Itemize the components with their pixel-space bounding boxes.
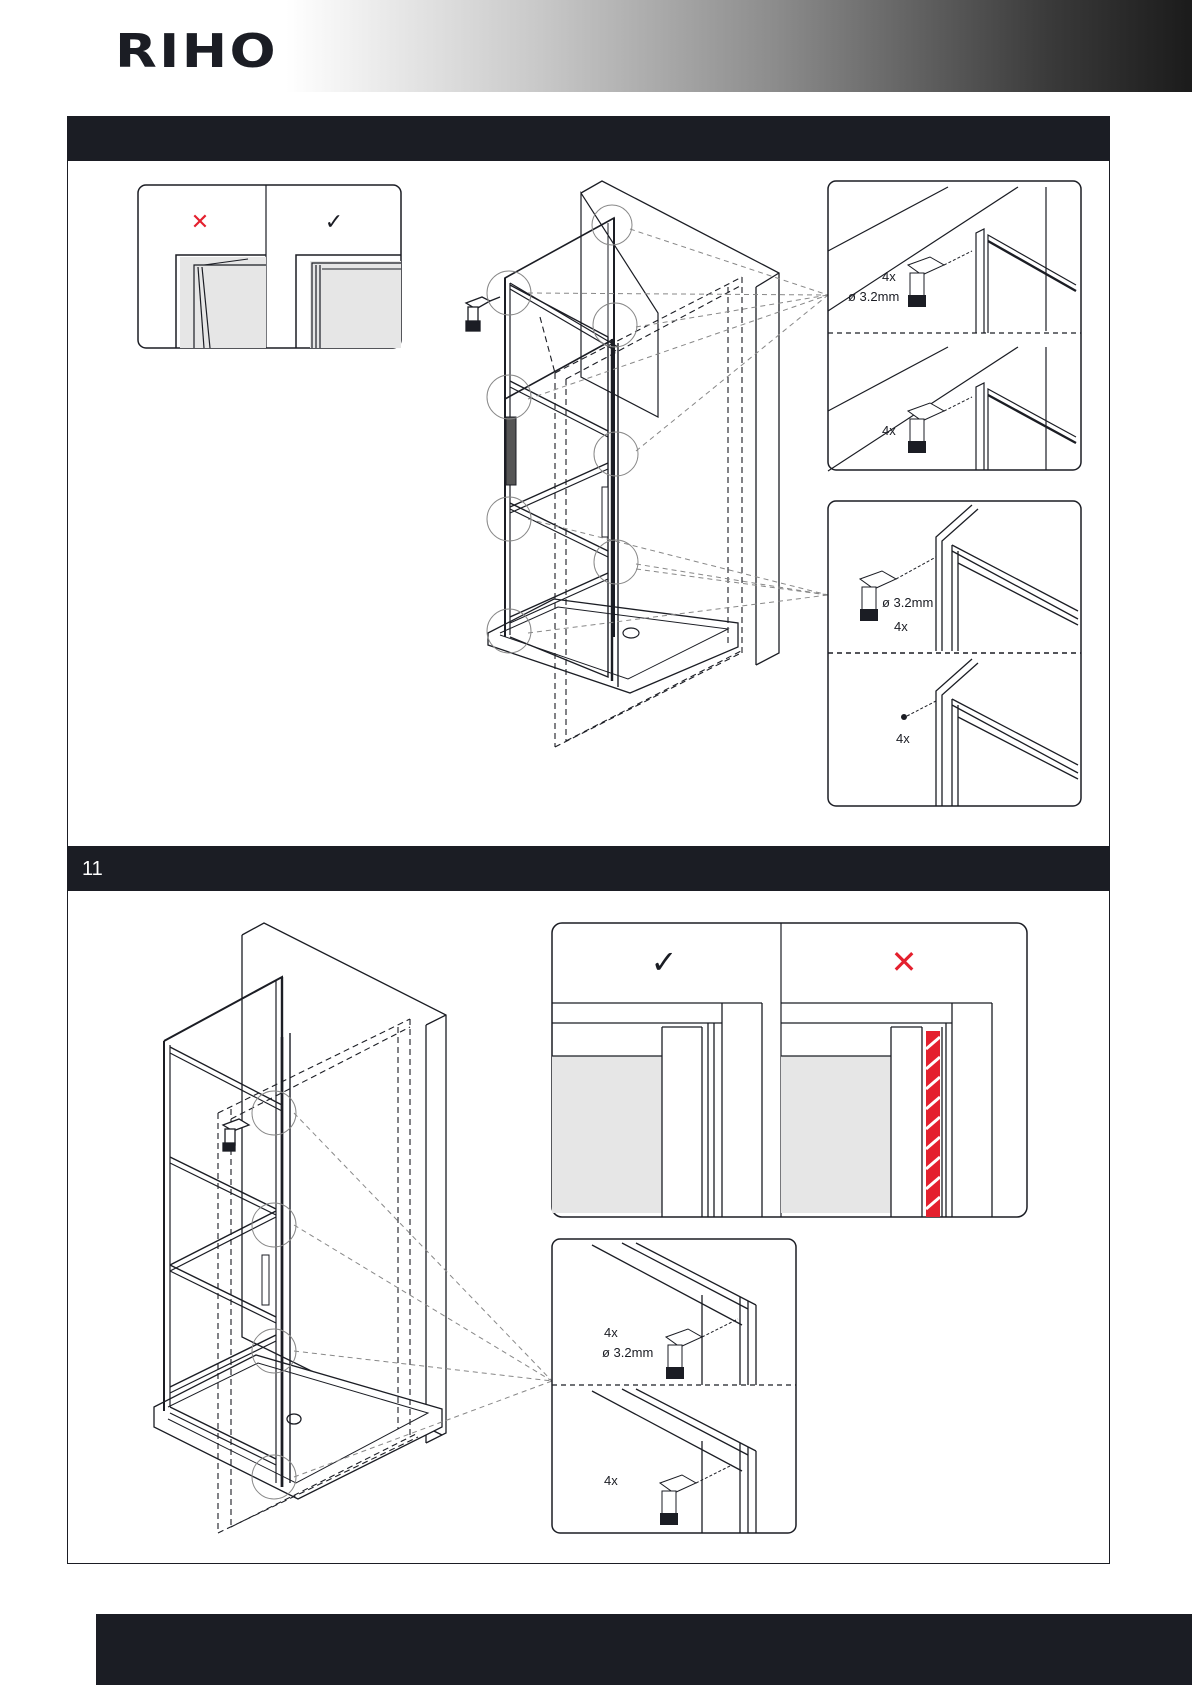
quantity-label: 4x (894, 619, 908, 634)
drill-size-label: ø 3.2mm (848, 289, 900, 304)
wrong-mark-icon: ✕ (190, 210, 210, 235)
step-11-compare-panel (552, 923, 1027, 1217)
step-11-illustration (68, 847, 1111, 1565)
step-10-illustration (68, 117, 1111, 848)
drill-size-label: ø 3.2mm (602, 1345, 654, 1360)
brand-logo: RIHO (115, 24, 279, 78)
drill-icon (466, 297, 500, 331)
quantity-label: 4x (604, 1473, 618, 1488)
drill-size-label: ø 3.2mm (882, 595, 934, 610)
footer-bar (96, 1614, 1192, 1685)
quantity-label: 4x (604, 1325, 618, 1340)
step-10-section (67, 116, 1110, 847)
step-11-number: 11 (82, 858, 103, 880)
step-11-cabin-drawing (154, 923, 552, 1533)
step-11-detail (552, 1239, 796, 1533)
step-10-detail-top (828, 181, 1081, 471)
quantity-label: 4x (882, 269, 896, 284)
step-11-section (67, 846, 1110, 1564)
drill-icon (223, 1119, 249, 1151)
step-10-compare-panel (138, 185, 401, 348)
quantity-label: 4x (896, 731, 910, 746)
gap-warning-stripe (926, 1031, 940, 1217)
right-mark-icon: ✓ (650, 943, 678, 981)
right-mark-icon: ✓ (324, 210, 344, 235)
quantity-label: 4x (882, 423, 896, 438)
step-10-detail-bottom (828, 501, 1081, 806)
wrong-mark-icon: ✕ (890, 943, 918, 981)
step-10-cabin-drawing (466, 181, 828, 747)
